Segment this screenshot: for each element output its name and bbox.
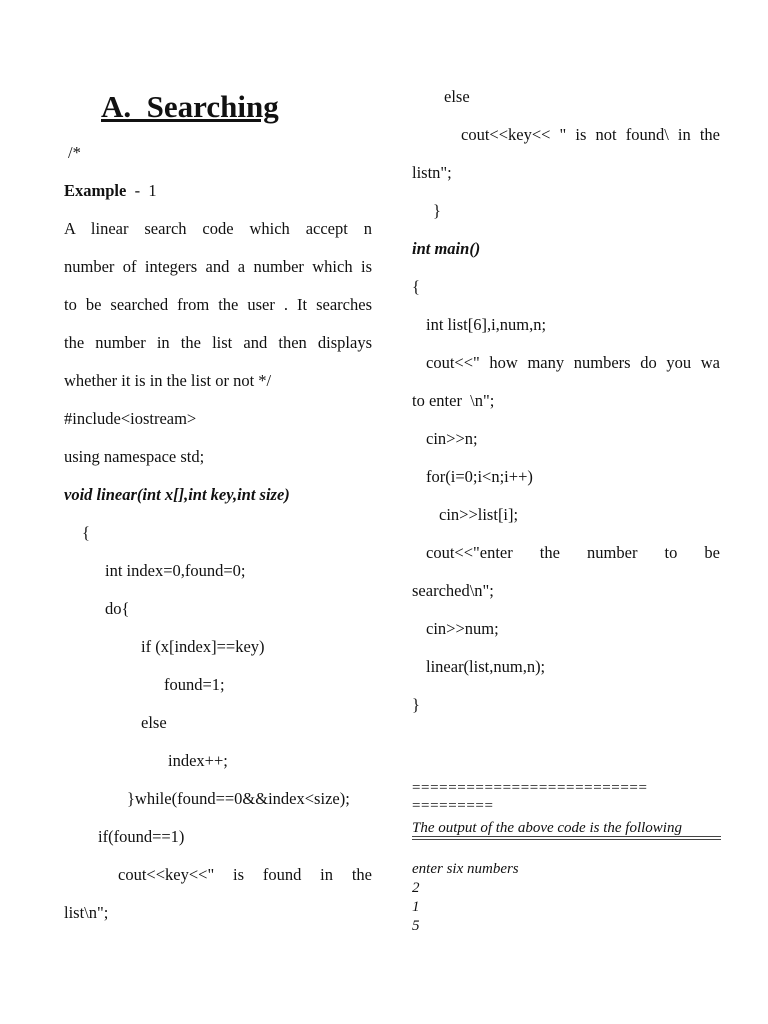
separator-line-2: =========: [412, 798, 494, 814]
code-brace-open: {: [82, 523, 90, 542]
code-cin-n: cin>>n;: [426, 429, 478, 448]
code-main-brace-close: }: [412, 695, 420, 714]
code-while: }while(found==0&&index<size);: [127, 789, 350, 808]
code-if: if (x[index]==key): [141, 637, 265, 656]
page-title: A. Searching: [101, 89, 279, 124]
code-found-assign: found=1;: [164, 675, 225, 694]
code-cout-found-cont: list\n";: [64, 903, 109, 922]
example-heading: [64, 181, 157, 201]
comment-open: /*: [68, 143, 81, 162]
example-number: 1: [148, 181, 157, 200]
output-heading: The output of the above code is the following: [412, 820, 682, 836]
code-index-increment: index++;: [168, 751, 228, 770]
code-call-linear: linear(list,num,n);: [426, 657, 546, 676]
description-line-5: whether it is in the list or not */: [64, 371, 272, 390]
code-function-signature: void linear(int x[],int key,int size): [64, 485, 290, 504]
description-line-1: A linear search code which accept n: [64, 219, 372, 238]
code-cout-not-found-cont: listn";: [412, 163, 452, 182]
code-else: else: [141, 713, 167, 732]
code-cin-list: cin>>list[i];: [439, 505, 519, 524]
code-cout-how-many-cont: to enter \n";: [412, 391, 495, 410]
code-do: do{: [105, 599, 130, 618]
code-main-declaration: int list[6],i,num,n;: [426, 315, 547, 334]
code-cout-found: cout<<key<<" is found in the: [118, 865, 372, 884]
description-line-4: the number in the list and then displays: [64, 333, 372, 352]
code-cout-enter-cont: searched\n";: [412, 581, 494, 600]
example-label: Example: [64, 181, 127, 200]
code-else-right: else: [444, 87, 470, 106]
code-include: #include<iostream>: [64, 409, 197, 428]
output-line-2: 2: [412, 880, 420, 896]
code-using: using namespace std;: [64, 447, 205, 466]
output-rule-bottom: [412, 839, 721, 840]
code-main-brace-open: {: [412, 277, 420, 296]
code-function-brace-close: }: [433, 201, 441, 220]
code-cout-not-found: cout<<key<< " is not found\ in the: [461, 125, 720, 144]
example-sep: -: [134, 181, 141, 200]
code-for: for(i=0;i<n;i++): [426, 467, 533, 486]
separator-line-1: ==========================: [412, 780, 648, 796]
code-if-found: if(found==1): [98, 827, 185, 846]
code-cin-num: cin>>num;: [426, 619, 499, 638]
code-cout-how-many: cout<<" how many numbers do you wa: [426, 353, 720, 372]
output-line-1: enter six numbers: [412, 861, 519, 877]
code-declaration: int index=0,found=0;: [105, 561, 246, 580]
output-rule-top: [412, 836, 721, 837]
output-line-3: 1: [412, 899, 420, 915]
output-line-4: 5: [412, 918, 420, 934]
code-main-signature: int main(): [412, 239, 481, 258]
description-line-3: to be searched from the user . It searches: [64, 295, 372, 314]
description-line-2: number of integers and a number which is: [64, 257, 372, 276]
code-cout-enter: cout<<"enter the number to be: [426, 543, 720, 562]
